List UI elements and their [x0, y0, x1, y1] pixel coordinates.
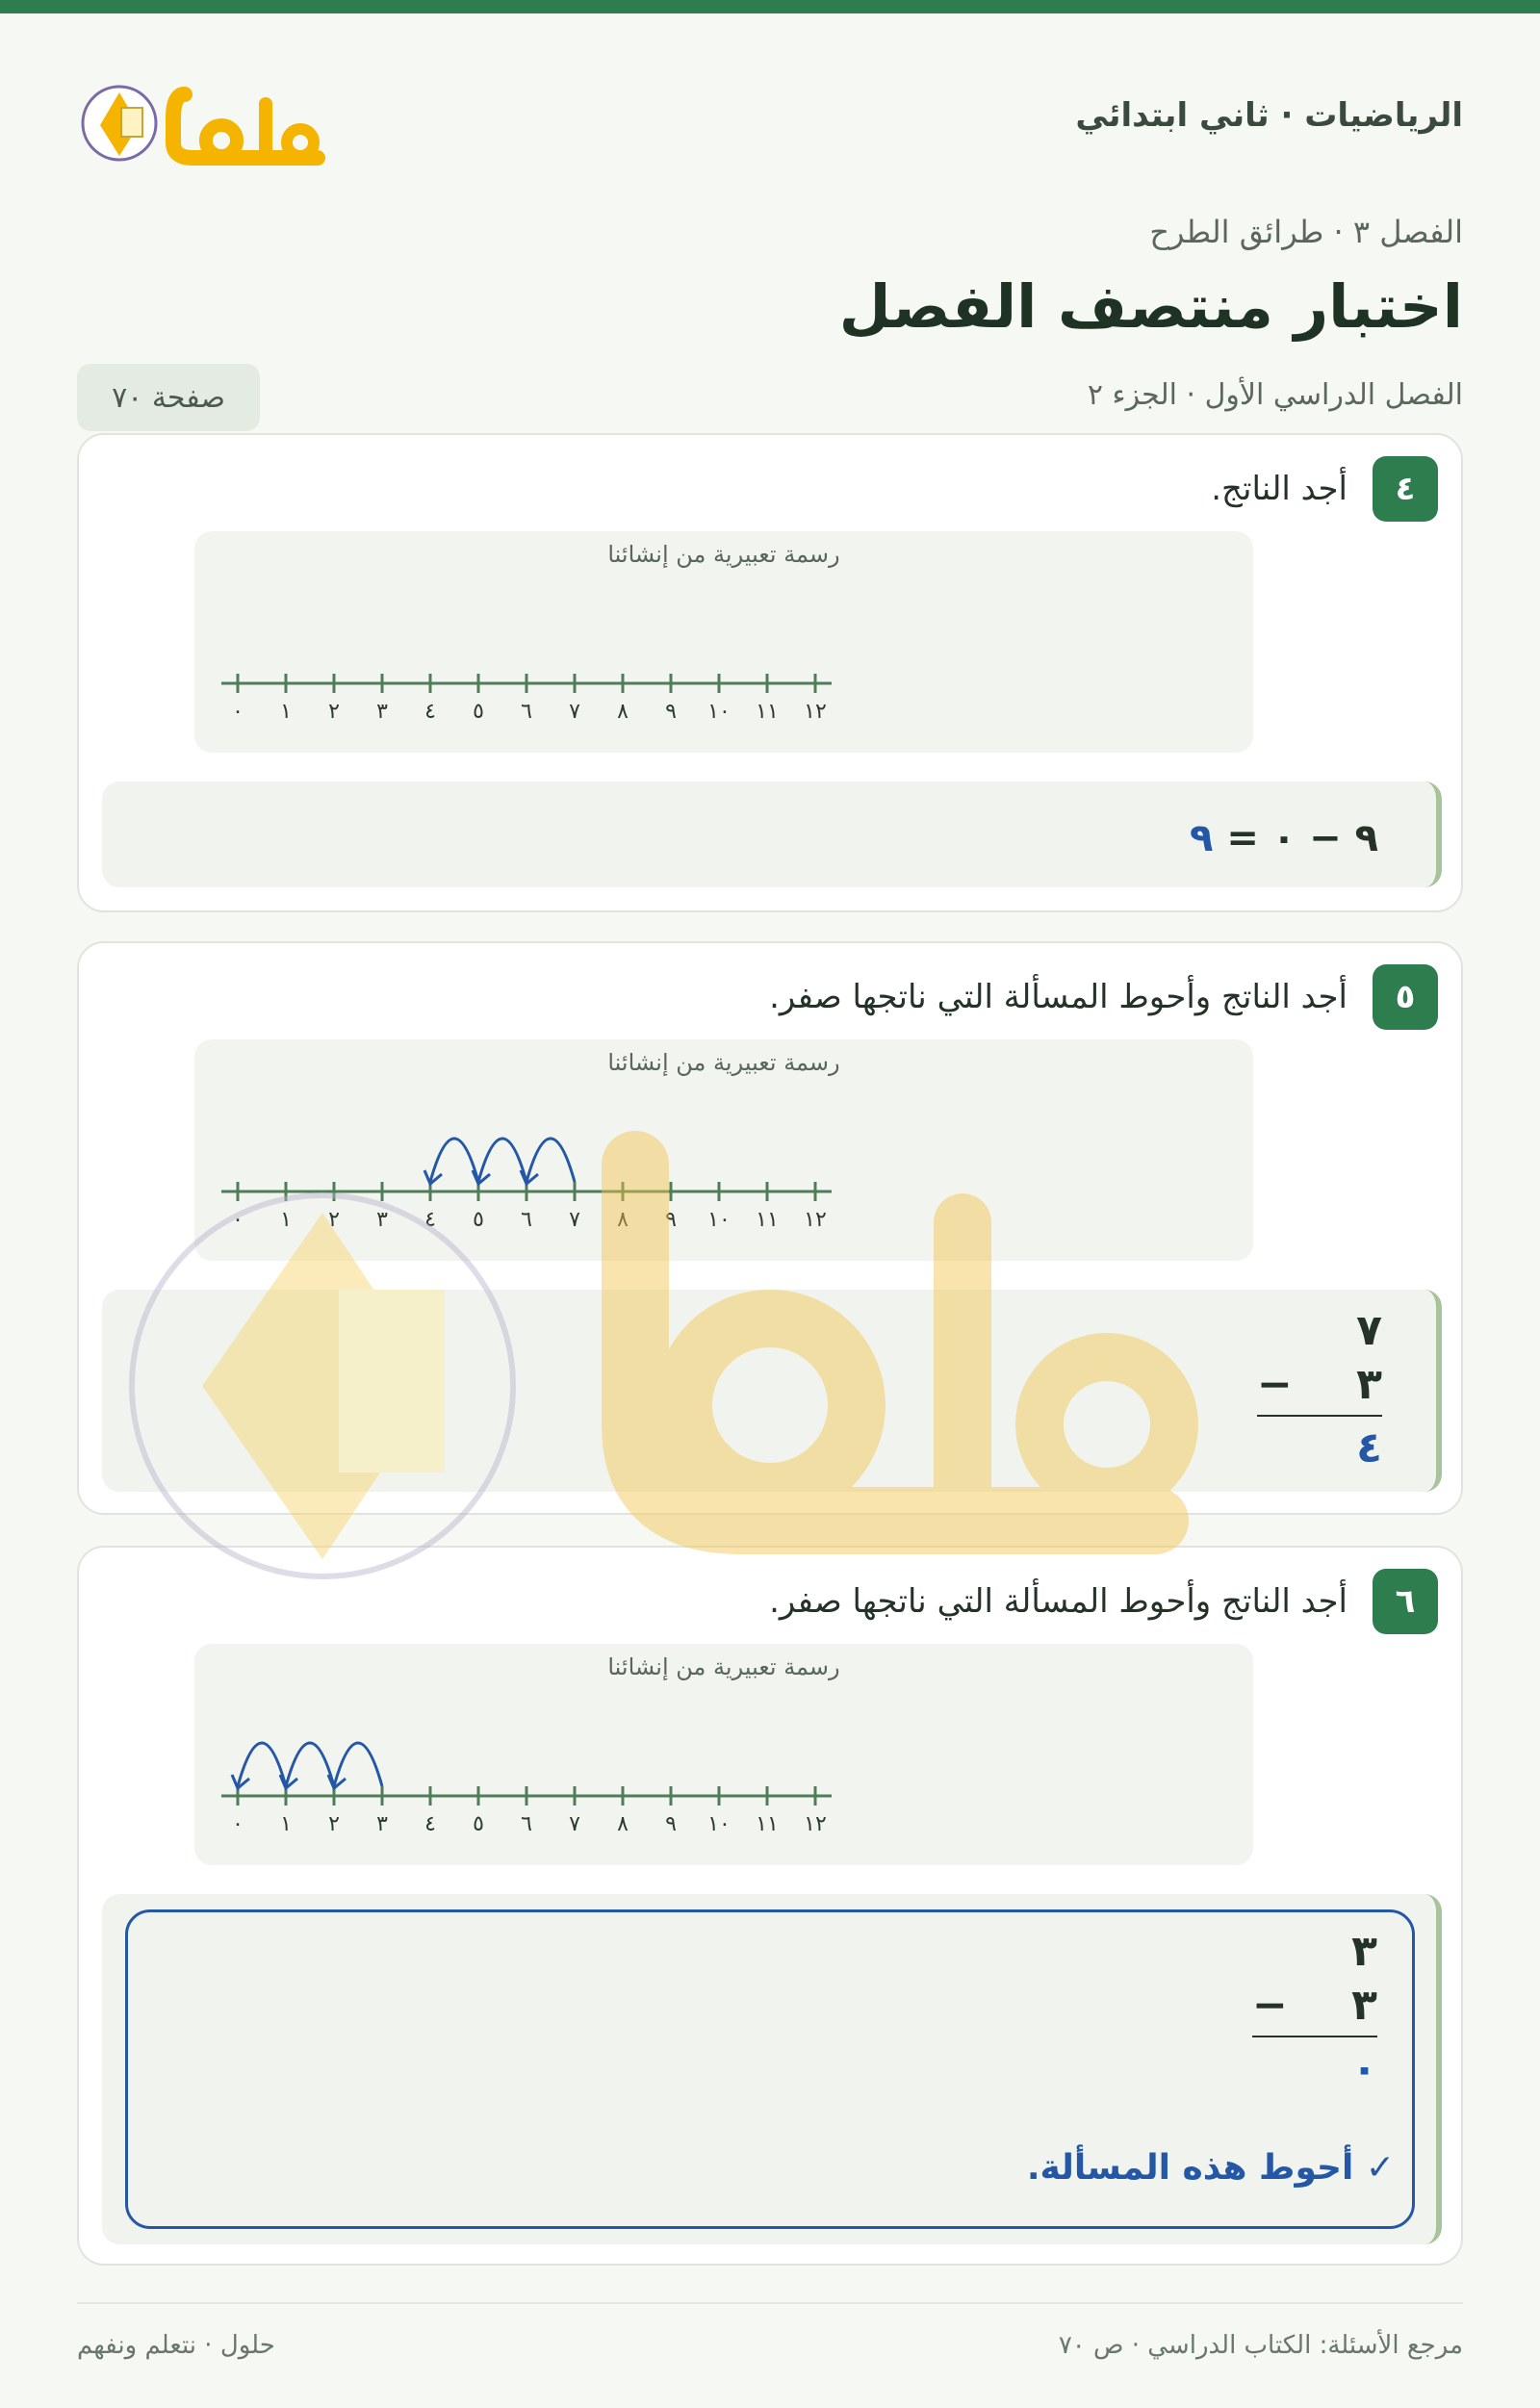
question-card-5	[77, 941, 1463, 1515]
number-line-label: ١٢	[804, 1208, 827, 1232]
footer-reference: مرجع الأسئلة: الكتاب الدراسي · ص ٧٠	[1058, 2331, 1463, 2360]
circle-note: ✓ أحوط هذه المسألة.	[1026, 2148, 1395, 2188]
number-line-label: ٦	[521, 700, 532, 724]
number-line-label: ٠	[232, 1812, 244, 1836]
answer-box	[102, 1290, 1442, 1492]
question-header	[1211, 456, 1438, 522]
number-line-label: ٤	[424, 700, 436, 724]
jump-arc	[286, 1743, 334, 1786]
number-line-label: ١١	[756, 1208, 779, 1232]
number-line-illustration	[194, 1644, 1253, 1865]
question-prompt: أجد الناتج وأحوط المسألة التي ناتجها صفر.	[769, 978, 1348, 1016]
number-line-label: ٢	[328, 1208, 340, 1232]
number-line	[194, 1039, 1253, 1261]
subject-grade: الرياضيات · ثاني ابتدائي	[1075, 96, 1463, 135]
number-line-label: ٠	[232, 700, 244, 724]
number-line-label: ١٢	[804, 1812, 827, 1836]
number-line-label: ٧	[569, 1812, 580, 1836]
subtrahend: ٣	[1351, 1980, 1377, 2030]
number-line-label: ٢	[328, 700, 340, 724]
number-line-label: ٤	[424, 1812, 436, 1836]
page-title: اختبار منتصف الفصل	[838, 271, 1463, 342]
question-prompt: أجد الناتج وأحوط المسألة التي ناتجها صفر.	[769, 1582, 1348, 1621]
number-line-label: ١	[280, 700, 292, 724]
question-number: ٥	[1373, 964, 1438, 1030]
difference: ٠	[1351, 2043, 1377, 2093]
question-header	[769, 1569, 1438, 1634]
number-line-label: ٥	[473, 1208, 484, 1232]
number-line-label: ٥	[473, 1812, 484, 1836]
difference: ٤	[1356, 1422, 1382, 1473]
answer-box	[102, 1894, 1442, 2244]
question-card-6	[77, 1546, 1463, 2266]
hulul-logo	[77, 65, 346, 171]
number-line	[194, 1644, 1253, 1865]
number-line-label: ٢	[328, 1812, 340, 1836]
number-line-label: ١٠	[707, 1812, 731, 1836]
minus-sign: −	[1252, 1980, 1288, 2030]
term-label: الفصل الدراسي الأول · الجزء ٢	[1087, 378, 1463, 412]
number-line-label: ١٠	[707, 1208, 731, 1232]
question-number: ٦	[1373, 1569, 1438, 1634]
sum-line	[1252, 2036, 1377, 2037]
number-line-label: ٦	[521, 1208, 532, 1232]
number-line-label: ١١	[756, 700, 779, 724]
footer-divider	[77, 2302, 1463, 2304]
number-line-label: ١٢	[804, 700, 827, 724]
sum-line	[1257, 1415, 1382, 1417]
number-line-label: ١	[280, 1208, 292, 1232]
chapter-label: الفصل ٣ · طرائق الطرح	[1149, 214, 1463, 250]
number-line-label: ٨	[617, 1812, 629, 1836]
answer-equation	[1190, 816, 1378, 860]
equation-left: ٩ − ٠ =	[1226, 816, 1378, 860]
illustration-caption: رسمة تعبيرية من إنشائنا	[607, 1653, 840, 1680]
number-line	[194, 531, 1253, 753]
page-number-badge: صفحة ٧٠	[77, 364, 260, 431]
illustration-caption: رسمة تعبيرية من إنشائنا	[607, 541, 840, 568]
top-accent-bar	[0, 0, 1540, 13]
minuend: ٣	[1351, 1926, 1377, 1976]
number-line-label: ٩	[665, 1812, 677, 1836]
jump-arc	[478, 1139, 526, 1182]
number-line-label: ٤	[424, 1208, 436, 1232]
number-line-label: ٧	[569, 1208, 580, 1232]
number-line-label: ٨	[617, 1208, 629, 1232]
number-line-label: ٣	[376, 1208, 388, 1232]
circled-answer	[125, 1909, 1415, 2229]
jump-arc	[526, 1139, 575, 1182]
number-line-label: ٦	[521, 1812, 532, 1836]
illustration-caption: رسمة تعبيرية من إنشائنا	[607, 1049, 840, 1076]
minus-sign: −	[1257, 1359, 1293, 1409]
number-line-label: ٣	[376, 700, 388, 724]
jump-arc	[430, 1139, 478, 1182]
number-line-illustration	[194, 1039, 1253, 1261]
number-line-label: ٠	[232, 1208, 244, 1232]
number-line-label: ٩	[665, 700, 677, 724]
number-line-label: ٩	[665, 1208, 677, 1232]
number-line-label: ١١	[756, 1812, 779, 1836]
number-line-illustration	[194, 531, 1253, 753]
number-line-label: ١	[280, 1812, 292, 1836]
vertical-subtraction	[1252, 1924, 1377, 2095]
question-header	[769, 964, 1438, 1030]
footer-tagline: حلول · نتعلم ونفهم	[77, 2331, 275, 2360]
jump-arc	[334, 1743, 382, 1786]
number-line-label: ٣	[376, 1812, 388, 1836]
question-card-4	[77, 433, 1463, 912]
number-line-label: ٥	[473, 700, 484, 724]
vertical-subtraction	[1257, 1303, 1382, 1474]
jump-arc	[238, 1743, 286, 1786]
number-line-label: ١٠	[707, 700, 731, 724]
number-line-label: ٧	[569, 700, 580, 724]
minuend: ٧	[1356, 1305, 1382, 1355]
question-number: ٤	[1373, 456, 1438, 522]
answer-box	[102, 781, 1442, 887]
subtrahend: ٣	[1356, 1359, 1382, 1409]
question-prompt: أجد الناتج.	[1211, 470, 1348, 508]
equation-result: ٩	[1189, 816, 1214, 860]
number-line-label: ٨	[617, 700, 629, 724]
